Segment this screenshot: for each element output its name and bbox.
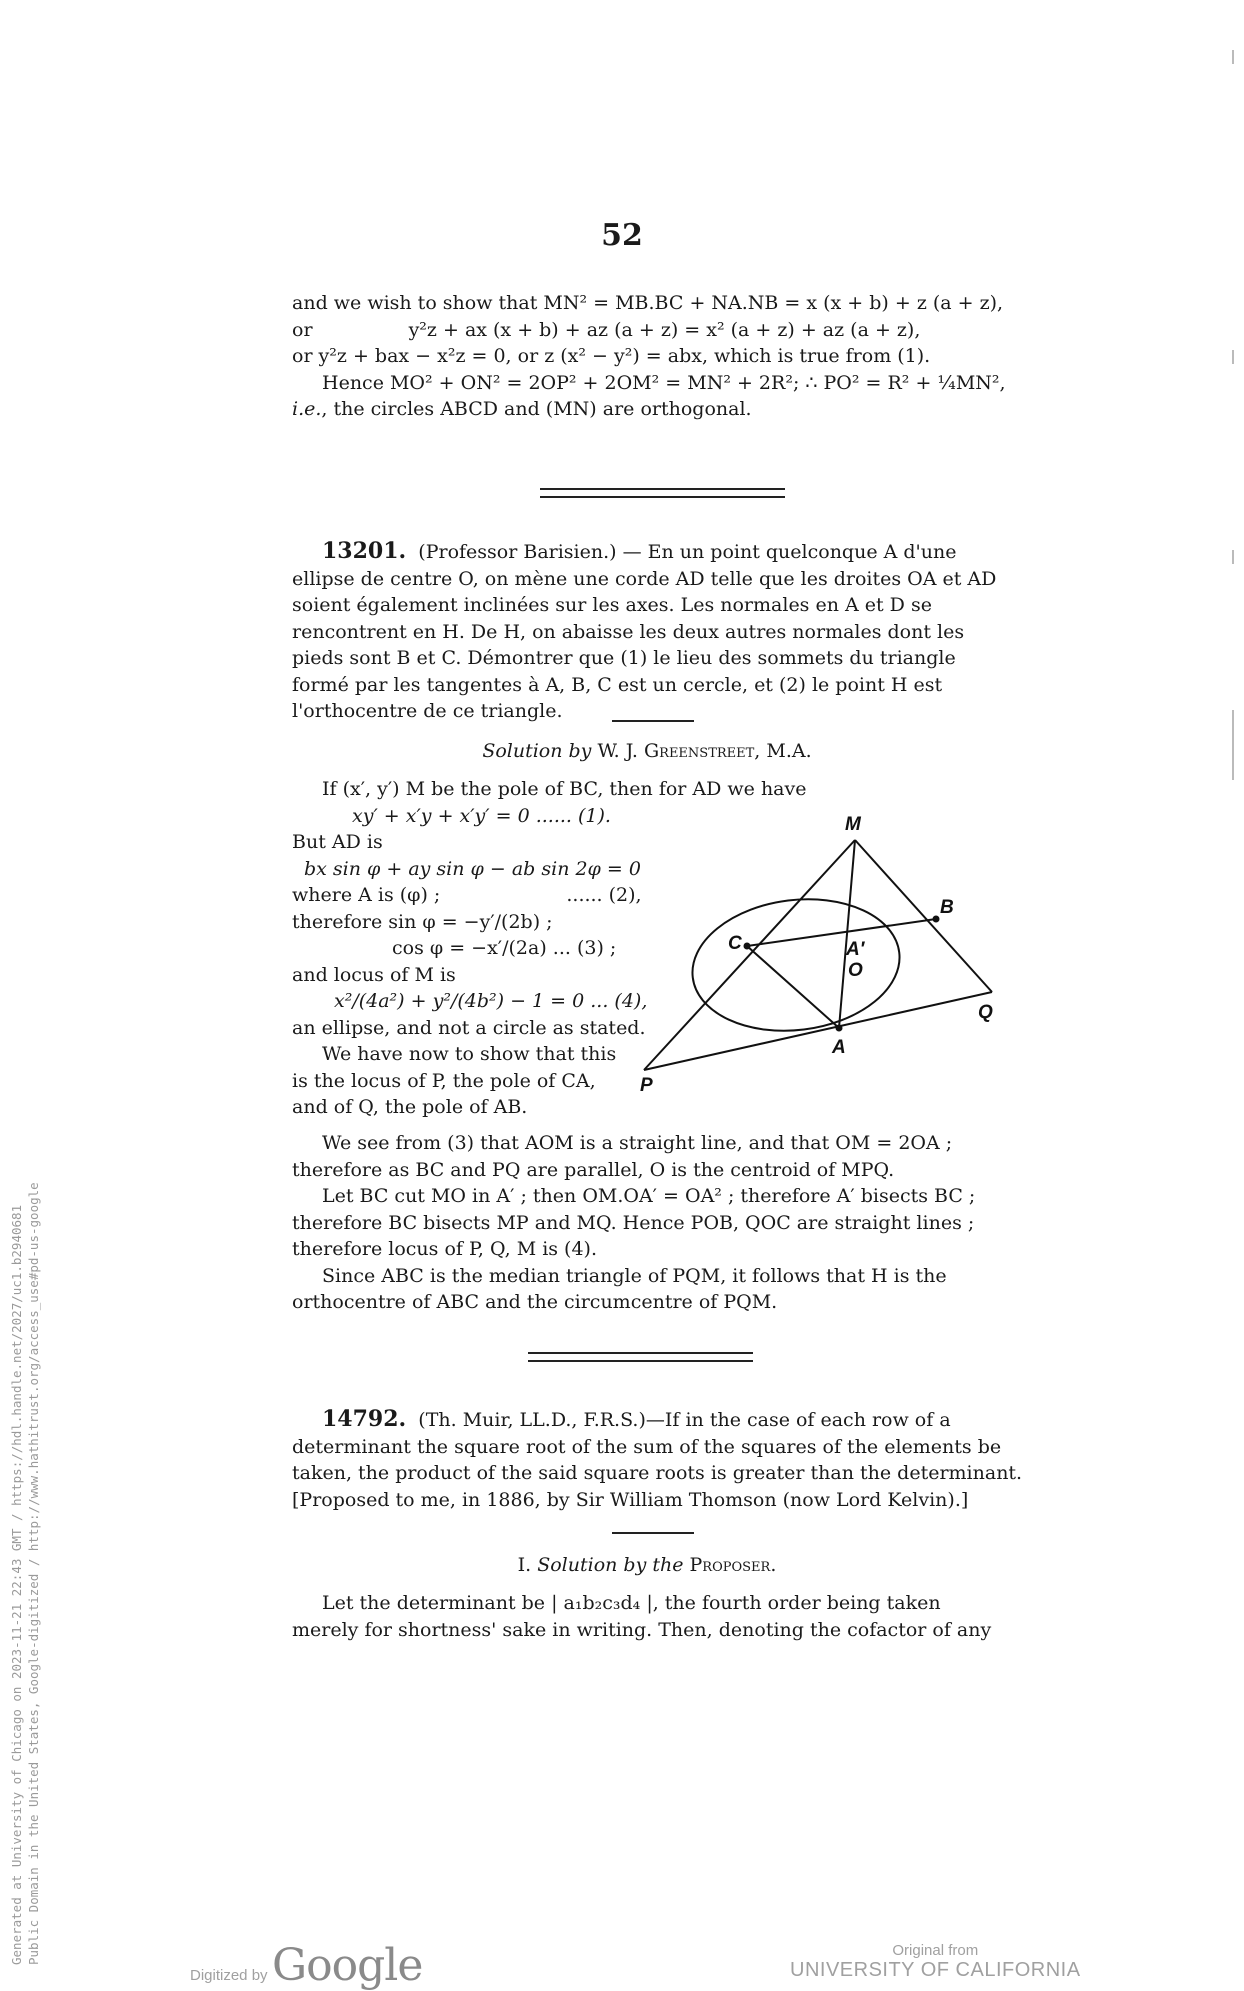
original-from-text: Original from — [892, 1942, 979, 1959]
solution-heading-13201 — [292, 738, 1002, 765]
top-line-2 — [292, 317, 1002, 344]
solution-author: W. J. Greenstreet, M.A. — [597, 740, 812, 762]
problem-13201-line-5: pieds sont B et C. Démontrer que (1) le lieu des sommets du triangle — [292, 647, 956, 669]
equation-ad: bx sin φ + ay sin φ − ab sin 2φ = 0 — [304, 857, 641, 880]
edge-mark — [1232, 50, 1234, 64]
problem-13201-line-7: l'orthocentre de ce triangle. — [292, 700, 563, 722]
google-logo: Google — [272, 1940, 423, 1991]
solution-continued — [292, 1130, 1002, 1316]
sol-line-7: therefore sin φ = −y′/(2b) ; — [292, 910, 553, 933]
equation-1: xy′ + x′y + x′y′ = 0 ...... (1). — [352, 804, 611, 827]
label-c: C — [728, 933, 742, 954]
solution-body-14792 — [292, 1590, 1002, 1643]
equation-2-ref: ...... (2), — [566, 884, 642, 906]
edge-mark — [1232, 710, 1234, 780]
problem-text: (Th. Muir, LL.D., F.R.S.)—If in the case of each row of a — [418, 1409, 951, 1431]
problem-13201 — [292, 538, 1002, 725]
top-line-2-equation: y²z + ax (x + b) + az (a + z) = x² (a + z) + az (a + z), — [408, 318, 921, 341]
problem-13201-line-1 — [292, 538, 1002, 566]
tangent-mp — [644, 840, 855, 1070]
rest-line-6: Since ABC is the median triangle of PQM, it follows that H is the — [322, 1264, 947, 1287]
solution-heading-14792 — [292, 1552, 1002, 1579]
section-divider-2 — [528, 1352, 753, 1362]
problem-13201-line-2: ellipse de centre O, on mène une corde AD telle que les droites OA et AD — [292, 567, 997, 590]
solution-by-the: Solution by the — [537, 1554, 684, 1576]
top-line-3: or y²z + bax − x²z = 0, or z (x² − y²) = abx, which is true from (1). — [292, 345, 931, 367]
watermark-line-1: Generated at University of Chicago on 2023-11-21 22:43 GMT / https://hdl.handle.net/2027/uc1.b2940681 — [9, 1204, 24, 1965]
line-mo — [839, 840, 855, 1028]
rest-line-3: Let BC cut MO in A′ ; then OM.OA′ = OA² ; therefore A′ bisects BC ; — [322, 1185, 976, 1207]
top-line-4: Hence MO² + ON² = 2OP² + 2OM² = MN² + 2R²; ∴ PO² = R² + ¼MN², — [322, 371, 1006, 394]
chord-ca — [747, 946, 839, 1028]
institution-name: UNIVERSITY OF CALIFORNIA — [790, 1959, 1081, 1981]
sol-line-3: But AD is — [292, 831, 383, 853]
solution-by: Solution by — [482, 740, 592, 762]
solution-proposer: Proposer. — [689, 1554, 777, 1576]
problem-14792-line-4: [Proposed to me, in 1886, by Sir William Thomson (now Lord Kelvin).] — [292, 1488, 969, 1511]
top-line-5 — [292, 396, 1002, 423]
rest-line-2: therefore as BC and PQ are parallel, O is the centroid of MPQ. — [292, 1158, 895, 1181]
page-number: 52 — [601, 218, 643, 253]
top-line-5-rest: , the circles ABCD and (MN) are orthogonal. — [321, 398, 752, 420]
body-line-1: Let the determinant be | a₁b₂c₃d₄ |, the fourth order being taken — [322, 1592, 941, 1614]
sol-line-13: is the locus of P, the pole of CA, — [292, 1069, 596, 1092]
watermark-line-2: Public Domain in the United States, Google-digitized / http://www.hathitrust.org/access_use#pd-us-google — [26, 1182, 41, 1965]
digitized-by-text: Digitized by — [190, 1967, 268, 1984]
top-line-1: and we wish to show that MN² = MB.BC + NA.NB = x (x + b) + z (a + z), — [292, 292, 1004, 314]
geometry-diagram — [630, 815, 1010, 1095]
rest-line-1: We see from (3) that AOM is a straight line, and that OM = 2OA ; — [322, 1132, 953, 1154]
sol-line-11: an ellipse, and not a circle as stated. — [292, 1016, 646, 1039]
top-line-2-label: or — [292, 318, 313, 341]
footer-digitized — [190, 1940, 422, 1991]
problem-13201-line-4: rencontrent en H. De H, on abaisse les deux autres normales dont les — [292, 620, 965, 643]
rest-line-7: orthocentre of ABC and the circumcentre of PQM. — [292, 1291, 778, 1313]
sol-line-9: and locus of M is — [292, 963, 456, 986]
tangent-pq — [644, 992, 992, 1070]
problem-number: 14792. — [322, 1406, 407, 1432]
short-rule-1 — [612, 720, 694, 722]
label-b: B — [940, 897, 954, 918]
body-line-2: merely for shortness' sake in writing. Then, denoting the cofactor of any — [292, 1618, 992, 1641]
problem-14792-line-1 — [292, 1406, 1002, 1434]
rest-line-5: therefore locus of P, Q, M is (4). — [292, 1238, 598, 1260]
short-rule-2 — [612, 1532, 694, 1534]
label-a-prime: A′ — [846, 939, 865, 960]
problem-number: 13201. — [322, 538, 407, 564]
tangent-mq — [855, 840, 992, 992]
label-a: A — [832, 1037, 846, 1058]
ie-abbrev: i.e. — [292, 398, 322, 420]
sol-line-8: cos φ = −x′/(2a) ... (3) ; — [392, 937, 617, 959]
solution-numeral: I. — [517, 1554, 532, 1576]
label-p: P — [640, 1075, 653, 1095]
problem-14792-line-3: taken, the product of the said square roots is greater than the determinant. — [292, 1462, 1023, 1484]
problem-14792-line-2: determinant the square root of the sum of the squares of the elements be — [292, 1435, 1002, 1458]
chord-bc — [747, 919, 936, 946]
where-a-text: where A is (φ) ; — [292, 884, 441, 906]
label-q: Q — [978, 1002, 993, 1023]
rest-line-4: therefore BC bisects MP and MQ. Hence POB, QOC are straight lines ; — [292, 1211, 975, 1234]
sol-line-1: If (x′, y′) M be the pole of BC, then for AD we have — [322, 778, 807, 800]
edge-mark — [1232, 350, 1234, 364]
problem-13201-line-6: formé par les tangentes à A, B, C est un cercle, et (2) le point H est — [292, 673, 943, 696]
equation-4: x²/(4a²) + y²/(4b²) − 1 = 0 ... (4), — [334, 990, 648, 1012]
sol-line-12: We have now to show that this — [322, 1043, 617, 1065]
label-m: M — [845, 815, 861, 835]
sol-line-14: and of Q, the pole of AB. — [292, 1096, 528, 1118]
top-section — [292, 290, 1006, 423]
edge-mark — [1232, 550, 1234, 564]
label-o: O — [848, 960, 863, 981]
side-watermark — [8, 1182, 42, 1965]
problem-14792 — [292, 1406, 1023, 1513]
problem-13201-line-3: soient également inclinées sur les axes. Les normales en A et D se — [292, 594, 932, 616]
problem-text: (Professor Barisien.) — En un point quelconque A d'une — [418, 541, 957, 563]
footer-original — [790, 1942, 1081, 1982]
section-divider-1 — [540, 488, 785, 498]
